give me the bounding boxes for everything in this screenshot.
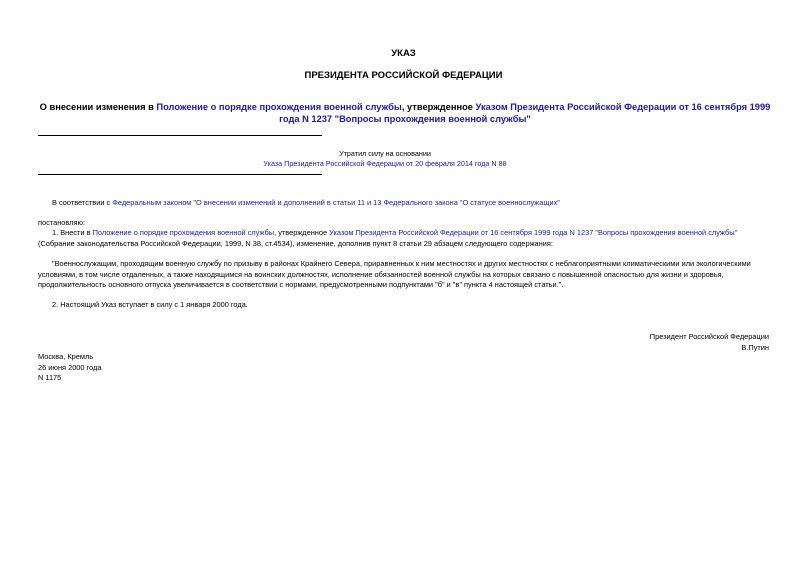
signing-footer <box>38 352 101 384</box>
divider-top <box>38 135 322 136</box>
signing-date: 26 июня 2000 года <box>38 362 102 372</box>
intro-paragraph <box>52 198 792 209</box>
item-2-paragraph: 2. Настоящий Указ вступает в силу с 1 января 2000 года. <box>52 300 248 309</box>
signing-place: Москва, Кремль <box>38 352 94 361</box>
item-1-paragraph <box>38 228 768 249</box>
status-line: Утратил силу на основании <box>339 149 431 158</box>
repeal-decree-link[interactable]: Указа Президента Российской Федерации от 20 февраля 2014 года N 88 <box>263 159 507 168</box>
item-1-regulation-link[interactable]: Положение о порядке прохождения военной службы <box>92 228 275 237</box>
item-1-decree-link[interactable]: Указом Президента Российской Федерации от 16 сентября 1999 года N 1237 "Вопросы прохождения военной службы" <box>329 228 738 237</box>
decree-number: N 1175 <box>38 373 62 382</box>
signature-name: В.Путин <box>741 342 769 352</box>
item-1-prefix: 1. Внести в <box>52 228 93 237</box>
item-1-middle: , утвержденное <box>274 228 330 237</box>
decree-word: постановляю: <box>38 218 86 227</box>
document-name-middle: , утвержденное <box>401 102 476 112</box>
signature-position: Президент Российской Федерации <box>649 332 769 341</box>
document-name <box>30 101 780 125</box>
document-subtitle: ПРЕЗИДЕНТА РОССИЙСКОЙ ФЕДЕРАЦИИ <box>304 70 503 81</box>
status-note <box>200 149 570 169</box>
item-1-suffix: (Собрание законодательства Российской Федерации, 1999, N 38, ст.4534), изменение, дополнив пункт 8 статьи 29 абзацем следующего содержания: <box>38 238 553 248</box>
signature-block <box>650 332 769 353</box>
intro-prefix: В соответствии с <box>52 198 113 207</box>
quoted-amendment: "Военнослужащим, проходящим военную службу по призыву в районах Крайнего Севера, приравненных к ним местностях и других местностях с неблагоприятными климатическими или экологическими условиями, в том числе отдаленных, а также находящимся на воинских должностях, исполнение обязанностей военной службы на которых связано с повышенной опасностью для жизни и здоровья, продолжительность основного отпуска увеличивается в соответствии с нормами, предусмотренными подпунктами "б" и "в" пункта 4 настоящей статьи.". <box>38 259 751 289</box>
document-name-prefix: О внесении изменения в <box>39 102 157 112</box>
document-title: УКАЗ <box>391 48 416 59</box>
divider-bottom <box>38 174 322 175</box>
decree-1237-link[interactable]: Указом Президента Российской Федерации от 16 сентября 1999 года N 1237 "Вопросы прохождения военной службы" <box>279 102 771 124</box>
federal-law-link[interactable]: Федеральным законом "О внесении изменений и дополнений в статьи 11 и 13 Федерального закона "О статусе военнослужащих" <box>112 198 560 207</box>
regulation-link[interactable]: Положение о порядке прохождения военной службы <box>156 102 402 112</box>
